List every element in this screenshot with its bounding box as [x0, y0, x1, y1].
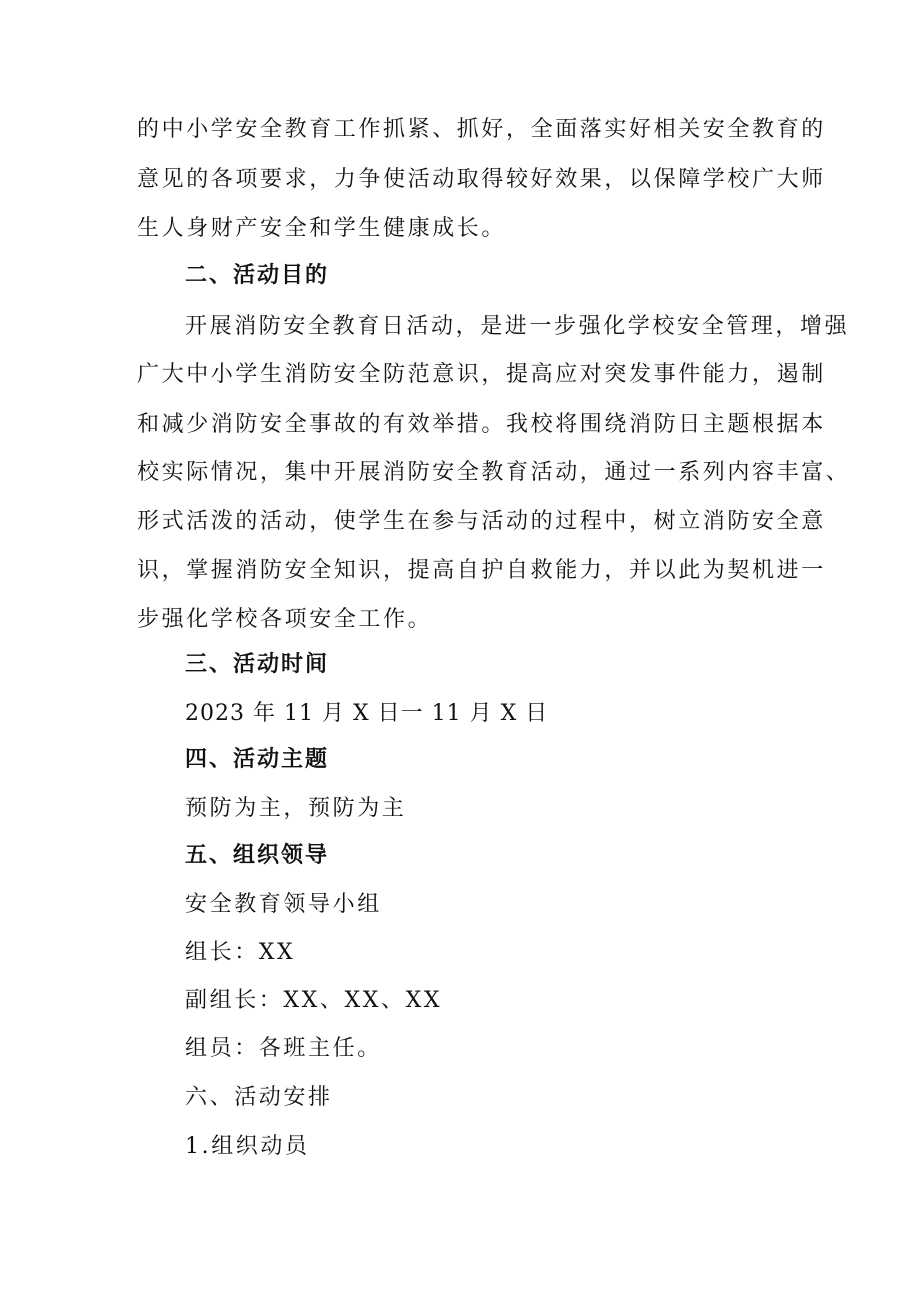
- activity-time-text: 2023 年 11 月 X 日一 11 月 X 日: [185, 701, 549, 726]
- section-heading-purpose: 二、活动目的: [185, 263, 330, 288]
- section-heading-leadership: 五、组织领导: [185, 843, 330, 868]
- leadership-group: 安全教育领导小组: [185, 892, 382, 917]
- purpose-line-3: 和减少消防安全事故的有效举措。我校将围绕消防日主题根据本: [137, 412, 826, 437]
- intro-line-1: 的中小学安全教育工作抓紧、抓好，全面落实好相关安全教育的: [137, 117, 826, 142]
- section-heading-theme: 四、活动主题: [185, 747, 330, 772]
- intro-line-3: 生人身财产安全和学生健康成长。: [137, 216, 507, 241]
- leadership-deputy: 副组长：XX、XX、XX: [185, 988, 443, 1013]
- section-heading-time: 三、活动时间: [185, 652, 330, 677]
- purpose-line-7: 步强化学校各项安全工作。: [137, 607, 433, 632]
- purpose-line-2: 广大中小学生消防安全防范意识，提高应对突发事件能力，遏制: [137, 362, 826, 387]
- purpose-line-5: 形式活泼的活动，使学生在参与活动的过程中，树立消防安全意: [137, 509, 826, 534]
- section-heading-arrangement: 六、活动安排: [185, 1085, 333, 1110]
- intro-line-2: 意见的各项要求，力争使活动取得较好效果，以保障学校广大师: [137, 167, 826, 192]
- activity-theme-text: 预防为主，预防为主: [185, 796, 407, 821]
- purpose-line-4: 校实际情况，集中开展消防安全教育活动，通过一系列内容丰富、: [137, 460, 851, 485]
- purpose-line-1: 开展消防安全教育日活动，是进一步强化学校安全管理，增强: [185, 314, 850, 339]
- arrangement-item-1: 1.组织动员: [185, 1134, 310, 1159]
- leadership-leader: 组长：XX: [185, 940, 296, 965]
- purpose-line-6: 识，掌握消防安全知识，提高自护自救能力，并以此为契机进一: [137, 558, 826, 583]
- leadership-members: 组员：各班主任。: [185, 1036, 382, 1061]
